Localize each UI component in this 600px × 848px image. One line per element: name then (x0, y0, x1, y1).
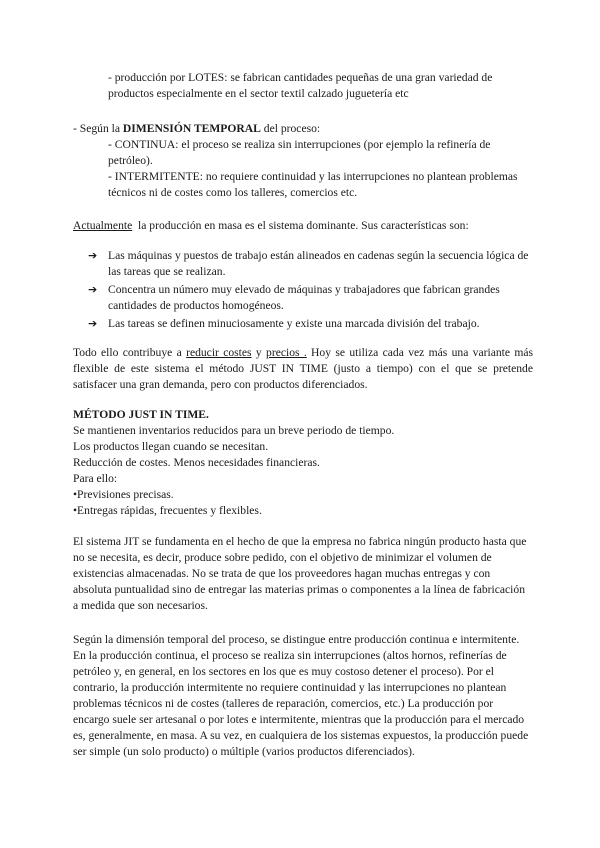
jit-line: •Entregas rápidas, frecuentes y flexibles. (73, 504, 262, 517)
actualmente-rest: la producción en masa es el sistema dominante. Sus características son: (132, 219, 469, 232)
temporal-heading (73, 121, 543, 137)
contrib-text-c: Hoy se utiliza cada vez más una variante más flexible de este sistema el método JUST IN TIME (justo a tiempo) con el que se pretende satisfacer una gran demanda, pero con productos diferenciados. (73, 346, 534, 391)
jit-heading-text: MÉTODO JUST IN TIME. (73, 408, 209, 421)
jit-line: Para ello: (73, 472, 118, 485)
temporal-prefix: - Según la (73, 122, 123, 135)
contrib-text-a: Todo ello contribuye a (73, 346, 187, 359)
jit-heading (73, 407, 533, 423)
arrow-icon: ➔ (88, 249, 98, 262)
actualmente-underlined: Actualmente (73, 219, 133, 232)
list-item-text: Las máquinas y puestos de trabajo están alineados en cadenas según la secuencia lógica de las tareas que se realizan. (108, 249, 529, 278)
list-item-text: Concentra un número muy elevado de máquinas y trabajadores que fabrican grandes cantidades de productos homogéneos. (108, 283, 500, 312)
jit-section (73, 407, 533, 519)
jit-line: •Previsiones precisas. (73, 488, 174, 501)
reducir-costes-underlined: reducir costes (186, 346, 252, 359)
final-paragraph: Según la dimensión temporal del proceso, se distingue entre producción continua e intermitente. En la producción continua, el proceso se realiza sin interrupciones (altos hornos, refinerías de petróleo y, en general, en los sectores en los que es muy costoso detener el proceso). Por el contrario, la producción intermitente no requiere continuidad y las interrupciones no plantean problemas técnicos ni de costes (talleres de reparación, comercios, etc.) La producción por encargo suele ser artesanal o por lotes e intermitente, mientras que la producción para el mercado es, generalmente, en masa. A su vez, en cualquiera de los sistemas expuestos, la producción puede ser simple (un solo producto) o múltiple (varios productos diferenciados). (73, 633, 529, 758)
jit-line: Reducción de costes. Menos necesidades financieras. (73, 456, 320, 469)
list-item (88, 248, 534, 280)
jit-line: Los productos llegan cuando se necesitan. (73, 440, 269, 453)
jit-line: Se mantienen inventarios reducidos para un breve periodo de tiempo. (73, 424, 395, 437)
temporal-bold: DIMENSIÓN TEMPORAL (122, 122, 261, 135)
characteristics-list (88, 248, 534, 334)
continua-paragraph: - CONTINUA: el proceso se realiza sin interrupciones (por ejemplo la refinería de petróleo). (108, 138, 491, 167)
precios-underlined: precios . (266, 346, 307, 359)
contrib-text-b: y (251, 346, 267, 359)
list-item (88, 282, 534, 314)
list-item (88, 316, 534, 332)
actualmente-paragraph (73, 218, 533, 234)
temporal-suffix: del proceso: (260, 122, 321, 135)
arrow-icon: ➔ (88, 283, 98, 296)
jit-system-paragraph: El sistema JIT se fundamenta en el hecho de que la empresa no fabrica ningún producto hasta que no se necesita, es decir, produce sobre pedido, con el objetivo de minimizar el volumen de existencias almacenadas. No se trata de que los proveedores hagan muchas entregas y con absoluta puntualidad sino de entregar las materias primas o componentes a la línea de fabricación a medida que son necesarios. (73, 535, 527, 612)
intermitente-paragraph: - INTERMITENTE: no requiere continuidad y las interrupciones no plantean problemas técnicos ni de costes como los talleres, comercios etc. (108, 170, 518, 199)
contribution-paragraph (73, 345, 533, 393)
lotes-paragraph: - producción por LOTES: se fabrican cantidades pequeñas de una gran variedad de productos especialmente en el sector textil calzado juguetería etc (108, 71, 493, 100)
arrow-icon: ➔ (88, 317, 98, 330)
list-item-text: Las tareas se definen minuciosamente y existe una marcada división del trabajo. (108, 317, 480, 330)
